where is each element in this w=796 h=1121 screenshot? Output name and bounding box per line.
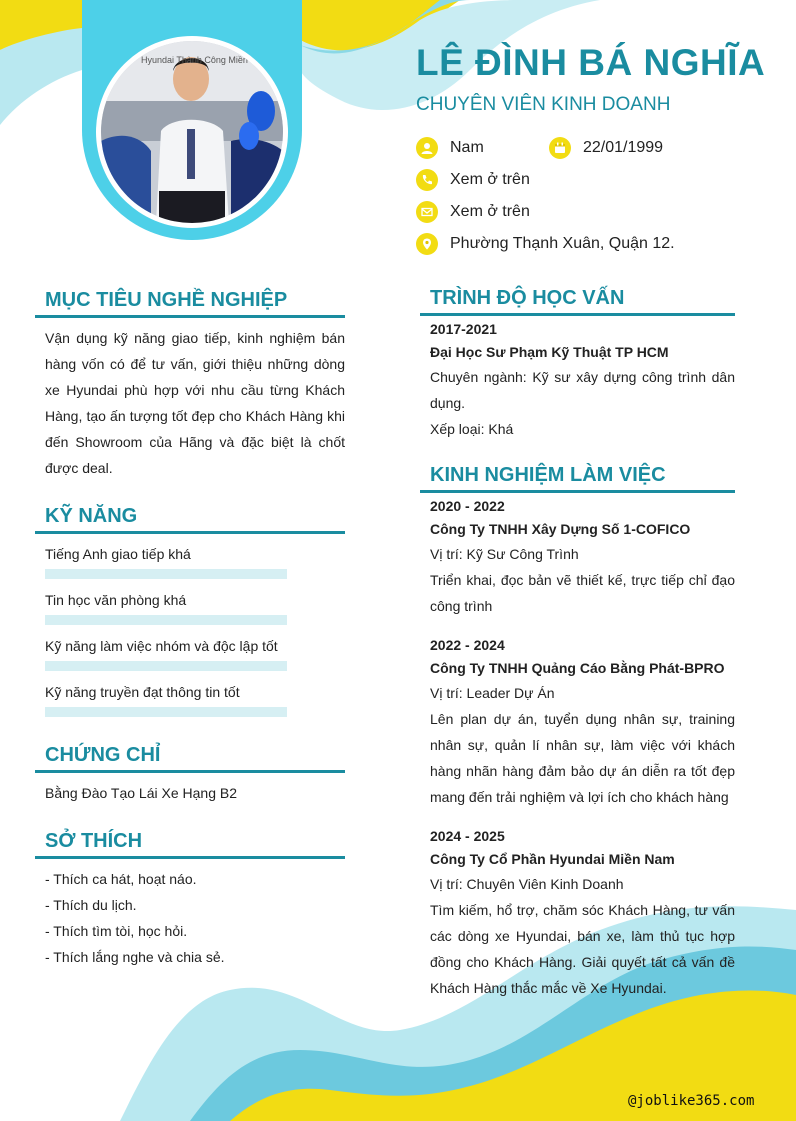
education-major: Chuyên ngành: Kỹ sư xây dựng công trình dân dụng.: [430, 369, 735, 411]
job-company: Công Ty TNHH Xây Dựng Số 1-COFICO: [430, 521, 691, 537]
phone-row: [416, 169, 530, 191]
job-years: 2022 - 2024: [430, 637, 505, 653]
education-heading: TRÌNH ĐỘ HỌC VẤN: [420, 287, 735, 316]
job-years: 2020 - 2022: [430, 498, 505, 514]
birthdate-value: 22/01/1999: [583, 139, 664, 156]
profile-photo: [101, 41, 283, 223]
skill-label: Tin học văn phòng khá: [45, 592, 187, 608]
job-years: 2024 - 2025: [430, 828, 505, 844]
job-description: Lên plan dự án, tuyển dụng nhân sự, training nhân sự, quản lí nhân sự, làm việc với khách hàng nhãn hàng đảm bảo dự án diễn ra tốt đẹp mang đến trải nghiệm và lợi ích cho khách hàng: [430, 711, 735, 805]
skill-item: [45, 683, 287, 717]
skill-item: [45, 545, 287, 579]
experience-entry: [430, 825, 735, 1001]
skill-bar: [45, 569, 287, 579]
education-school: Đại Học Sư Phạm Kỹ Thuật TP HCM: [430, 344, 669, 360]
candidate-title: CHUYÊN VIÊN KINH DOANH: [416, 94, 671, 115]
education-years: 2017-2021: [430, 321, 497, 337]
experience-entry: [430, 495, 735, 619]
gender-row: [416, 137, 484, 159]
phone-value: Xem ở trên: [450, 171, 530, 188]
address-value: Phường Thạnh Xuân, Quận 12.: [450, 235, 675, 252]
job-description: Triển khai, đọc bản vẽ thiết kế, trực tiếp chỉ đạo công trình: [430, 572, 735, 614]
skill-bar-fill: [45, 707, 287, 717]
skill-bar-fill: [45, 661, 287, 671]
job-company: Công Ty TNHH Quảng Cáo Bằng Phát-BPRO: [430, 660, 725, 676]
hobby-item: - Thích du lịch.: [45, 897, 137, 913]
calendar-icon: [549, 137, 571, 159]
skill-bar: [45, 707, 287, 717]
skill-bar-fill: [45, 615, 287, 625]
hobby-item: - Thích ca hát, hoạt náo.: [45, 871, 197, 887]
skill-label: Tiếng Anh giao tiếp khá: [45, 546, 191, 562]
job-position: Vị trí: Chuyên Viên Kinh Doanh: [430, 876, 624, 892]
email-value: Xem ở trên: [450, 203, 530, 220]
hobbies-list: [45, 866, 345, 970]
watermark-text: @joblike365.com: [628, 1093, 755, 1109]
person-icon: [416, 137, 438, 159]
objective-text: Vận dụng kỹ năng giao tiếp, kinh nghiệm bán hàng vốn có để tư vấn, giới thiệu những dòng xe Hyundai phù hợp với nhu cầu từng Khách Hàng, tạo ấn tượng tốt đẹp cho Khách Hàng khi đến Showroom của Hãng và đặc biệt là chốt được deal.: [45, 330, 345, 476]
location-pin-icon: [416, 233, 438, 255]
skill-bar: [45, 615, 287, 625]
hobby-item: - Thích lắng nghe và chia sẻ.: [45, 949, 225, 965]
skill-item: [45, 591, 287, 625]
objective-heading: MỤC TIÊU NGHỀ NGHIỆP: [35, 289, 345, 318]
education-grade: Xếp loại: Khá: [430, 421, 514, 437]
skill-bar-fill: [45, 569, 287, 579]
experience-heading: KINH NGHIỆM LÀM VIỆC: [420, 464, 735, 493]
skill-item: [45, 637, 287, 671]
job-description: Tìm kiếm, hổ trợ, chăm sóc Khách Hàng, tư vấn các dòng xe Hyundai, bán xe, làm thủ tục hợp đồng cho Khách Hàng. Giải quyết tất cả vấn đề Khách Hàng thắc mắc về Xe Hyundai.: [430, 902, 735, 996]
hobbies-heading: SỞ THÍCH: [35, 830, 345, 859]
skill-bar: [45, 661, 287, 671]
address-row: [416, 233, 675, 255]
certificate-item: Bằng Đào Tạo Lái Xe Hạng B2: [45, 785, 237, 801]
skill-label: Kỹ năng truyền đạt thông tin tốt: [45, 684, 240, 700]
birthdate-row: [549, 137, 663, 159]
gender-value: Nam: [450, 139, 484, 156]
photo-sign-text: Hyundai Thành Công Miền: [141, 55, 248, 65]
experience-entry: [430, 634, 735, 810]
job-position: Vị trí: Leader Dự Án: [430, 685, 555, 701]
phone-icon: [416, 169, 438, 191]
education-entry: [430, 318, 735, 442]
job-position: Vị trí: Kỹ Sư Công Trình: [430, 546, 579, 562]
hobby-item: - Thích tìm tòi, học hỏi.: [45, 923, 188, 939]
email-row: [416, 201, 530, 223]
envelope-icon: [416, 201, 438, 223]
candidate-name: LÊ ĐÌNH BÁ NGHĨA: [416, 42, 766, 83]
certificates-heading: CHỨNG CHỈ: [35, 744, 345, 773]
skills-heading: KỸ NĂNG: [35, 505, 345, 534]
job-company: Công Ty Cổ Phần Hyundai Miền Nam: [430, 851, 675, 867]
skill-label: Kỹ năng làm việc nhóm và độc lập tốt: [45, 638, 278, 654]
